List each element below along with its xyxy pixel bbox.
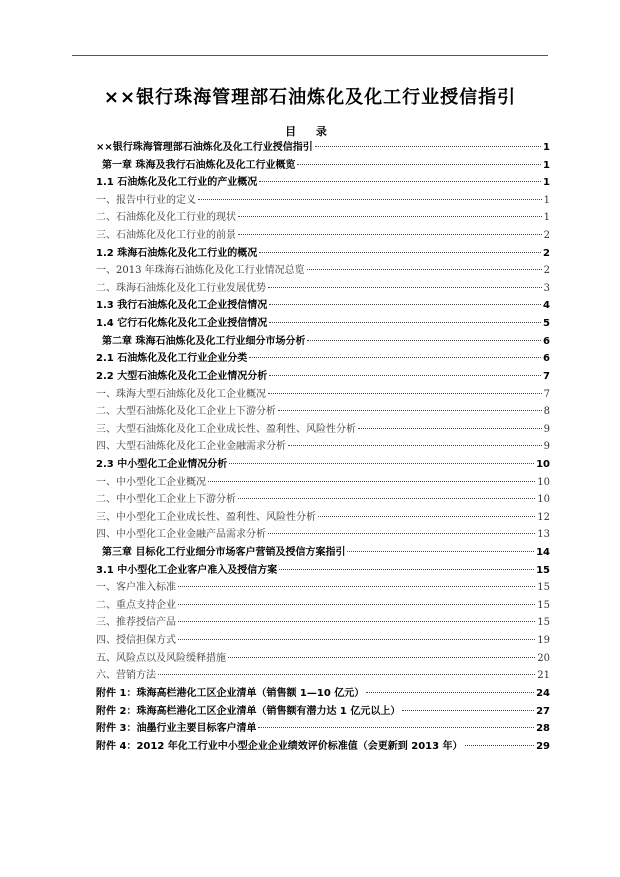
toc-entry-text: ××银行珠海管理部石油炼化及化工行业授信指引 [96, 142, 313, 153]
toc-entry[interactable] [96, 544, 550, 562]
toc-leader-dots [178, 586, 535, 587]
toc-entry[interactable] [96, 667, 550, 685]
toc-leader-dots [288, 445, 542, 446]
toc-page-number: 15 [537, 599, 550, 611]
toc-page-number: 3 [543, 282, 550, 294]
toc-page-number: 2 [543, 265, 550, 277]
toc-entry[interactable] [96, 614, 550, 632]
toc-entry[interactable] [96, 227, 550, 245]
toc-entry-text: 二、石油炼化及化工行业的现状 [96, 212, 236, 224]
toc-entry-text: 1.2 珠海石油炼化及化工行业的概况 [96, 247, 258, 259]
toc-leader-dots [208, 481, 535, 482]
toc-entry-text: 一、珠海大型石油炼化及化工企业概况 [96, 388, 266, 400]
toc-page-number: 1 [543, 159, 550, 171]
toc-leader-dots [238, 498, 535, 499]
toc-leader-dots [268, 533, 535, 534]
toc-entry[interactable] [96, 174, 550, 192]
toc-entry-text: 三、推荐授信产品 [96, 617, 176, 629]
toc-page-number: 7 [543, 388, 550, 400]
toc-leader-dots [297, 164, 541, 165]
toc-page-number: 9 [543, 441, 550, 453]
toc-entry-text: 二、珠海石油炼化及化工行业发展优势 [96, 282, 266, 294]
toc-entry-text: 2.2 大型石油炼化及化工企业情况分析 [96, 370, 268, 382]
toc-page-number: 1 [543, 194, 550, 206]
toc-entry[interactable] [96, 192, 550, 210]
toc-leader-dots [347, 551, 534, 552]
toc-entry[interactable] [96, 685, 550, 703]
toc-entry-text: 三、石油炼化及化工行业的前景 [96, 230, 236, 242]
toc-leader-dots [278, 410, 542, 411]
toc-leader-dots [259, 252, 541, 253]
toc-entry-text: 2.3 中小型化工企业情况分析 [96, 458, 228, 470]
toc-page-number: 15 [537, 582, 550, 594]
toc-entry[interactable] [96, 491, 550, 509]
toc-page-number: 14 [536, 547, 550, 559]
toc-page-number: 1 [543, 142, 550, 153]
toc-heading: 目 录 [285, 125, 335, 138]
toc-page-number: 1 [543, 177, 550, 189]
toc-entry-text: 四、大型石油炼化及化工企业金融需求分析 [96, 441, 286, 453]
toc-page-number: 4 [543, 300, 550, 312]
toc-entry[interactable] [96, 333, 550, 351]
toc-leader-dots [249, 357, 541, 358]
toc-entry[interactable] [96, 157, 550, 175]
toc-leader-dots [259, 181, 541, 182]
toc-leader-dots [229, 463, 534, 464]
toc-leader-dots [269, 375, 541, 376]
toc-leader-dots [315, 146, 541, 147]
toc-leader-dots [279, 569, 534, 570]
toc-entry-text: 附件 2：珠海高栏港化工区企业清单（销售额有潜力达 1 亿元以上） [96, 705, 401, 717]
toc-page-number: 12 [537, 511, 550, 523]
toc-leader-dots [307, 269, 542, 270]
toc-leader-dots [366, 692, 534, 693]
toc-entry[interactable] [96, 738, 550, 756]
toc-entry-text: 三、大型石油炼化及化工企业成长性、盈利性、风险性分析 [96, 423, 356, 435]
toc-leader-dots [178, 604, 535, 605]
toc-page-number: 5 [543, 318, 550, 330]
toc-entry-text: 第一章 珠海及我行石油炼化及化工行业概览 [102, 159, 296, 171]
toc-page-number: 10 [537, 476, 550, 488]
toc-entry-text: 一、客户准入标准 [96, 582, 176, 594]
toc-entry[interactable] [96, 562, 550, 580]
toc-page-number: 7 [543, 370, 550, 382]
toc-leader-dots [238, 216, 542, 217]
toc-entry-text: 二、中小型化工企业上下游分析 [96, 494, 236, 506]
toc-entry-text: 第二章 珠海石油炼化及化工行业细分市场分析 [102, 335, 306, 347]
toc-entry-text: 3.1 中小型化工企业客户准入及授信方案 [96, 564, 278, 576]
toc-leader-dots [258, 727, 534, 728]
document-title: ××银行珠海管理部石油炼化及化工行业授信指引 [103, 87, 517, 108]
toc-page-number: 2 [543, 247, 550, 259]
toc-page-number: 15 [536, 564, 550, 576]
toc-entry[interactable] [96, 245, 550, 263]
toc-entry-text: 附件 3：油墨行业主要目标客户清单 [96, 723, 257, 735]
toc-entry[interactable] [96, 280, 550, 298]
toc-entry-text: 五、风险点以及风险缓释措施 [96, 652, 226, 664]
toc-entry[interactable] [96, 421, 550, 439]
toc-entry-text: 二、大型石油炼化及化工企业上下游分析 [96, 406, 276, 418]
toc-page-number: 27 [536, 705, 550, 717]
toc-entry-text: 附件 1：珠海高栏港化工区企业清单（销售额 1—10 亿元） [96, 687, 365, 699]
toc-entry[interactable] [96, 456, 550, 474]
toc-page-number: 29 [536, 740, 550, 752]
toc-entry-text: 二、重点支持企业 [96, 599, 176, 611]
toc-page-number: 28 [536, 723, 550, 735]
toc-page-number: 6 [543, 335, 550, 347]
toc-entry[interactable] [96, 438, 550, 456]
toc-entry-text: 附件 4：2012 年化工行业中小型企业企业绩效评价标准值（会更新到 2013 年） [96, 740, 463, 752]
toc-page-number: 15 [537, 617, 550, 629]
toc-entry[interactable] [96, 597, 550, 615]
toc-leader-dots [402, 710, 534, 711]
toc-page-number: 10 [537, 494, 550, 506]
toc-entry[interactable] [96, 139, 550, 157]
toc-leader-dots [358, 428, 542, 429]
toc-leader-dots [178, 639, 535, 640]
toc-leader-dots [269, 304, 541, 305]
toc-page-number: 19 [537, 635, 550, 647]
toc-leader-dots [268, 393, 542, 394]
toc-page-number: 2 [543, 230, 550, 242]
toc-entry[interactable] [96, 386, 550, 404]
toc-leader-dots [158, 674, 535, 675]
toc-page-number: 9 [543, 423, 550, 435]
toc-leader-dots [198, 199, 542, 200]
toc-entry-text: 一、报告中行业的定义 [96, 194, 196, 206]
toc-entry-text: 三、中小型化工企业成长性、盈利性、风险性分析 [96, 511, 316, 523]
toc-page-number: 1 [543, 212, 550, 224]
toc-entry[interactable] [96, 350, 550, 368]
toc-leader-dots [238, 234, 542, 235]
toc-leader-dots [228, 657, 535, 658]
toc-entry[interactable] [96, 632, 550, 650]
toc-entry[interactable] [96, 315, 550, 333]
toc-leader-dots [465, 745, 535, 746]
toc-entry-text: 第三章 目标化工行业细分市场客户营销及授信方案指引 [102, 547, 346, 559]
toc-entry[interactable] [96, 297, 550, 315]
toc-page-number: 21 [537, 670, 550, 682]
toc-page-number: 10 [536, 458, 550, 470]
toc-entry-text: 1.4 它行石化炼化及化工企业授信情况 [96, 318, 268, 330]
toc-page-number: 8 [543, 406, 550, 418]
toc-entry[interactable] [96, 509, 550, 527]
toc-leader-dots [318, 516, 535, 517]
toc-page-number: 20 [537, 652, 550, 664]
toc-leader-dots [178, 621, 535, 622]
toc-page-number: 13 [537, 529, 550, 541]
toc-entry-text: 2.1 石油炼化及化工行业企业分类 [96, 353, 248, 365]
toc-entry-text: 六、营销方法 [96, 670, 156, 682]
toc-entry-text: 四、中小型化工企业金融产品需求分析 [96, 529, 266, 541]
toc-entry[interactable] [96, 579, 550, 597]
toc-page-number: 24 [536, 687, 550, 699]
toc-entry[interactable] [96, 650, 550, 668]
toc-entry-text: 1.1 石油炼化及化工行业的产业概况 [96, 177, 258, 189]
toc-leader-dots [269, 322, 541, 323]
toc-entry-text: 1.3 我行石油炼化及化工企业授信情况 [96, 300, 268, 312]
toc-entry-text: 一、2013 年珠海石油炼化及化工行业情况总览 [96, 265, 305, 277]
table-of-contents [96, 139, 550, 755]
toc-leader-dots [307, 340, 541, 341]
toc-entry[interactable] [96, 262, 550, 280]
toc-entry[interactable] [96, 403, 550, 421]
toc-entry-text: 四、授信担保方式 [96, 635, 176, 647]
toc-entry[interactable] [96, 720, 550, 738]
toc-entry[interactable] [96, 474, 550, 492]
toc-entry[interactable] [96, 209, 550, 227]
toc-entry[interactable] [96, 526, 550, 544]
header-rule [72, 55, 548, 56]
toc-leader-dots [268, 287, 542, 288]
toc-page-number: 6 [543, 353, 550, 365]
toc-entry[interactable] [96, 368, 550, 386]
toc-entry-text: 一、中小型化工企业概况 [96, 476, 206, 488]
toc-entry[interactable] [96, 703, 550, 721]
